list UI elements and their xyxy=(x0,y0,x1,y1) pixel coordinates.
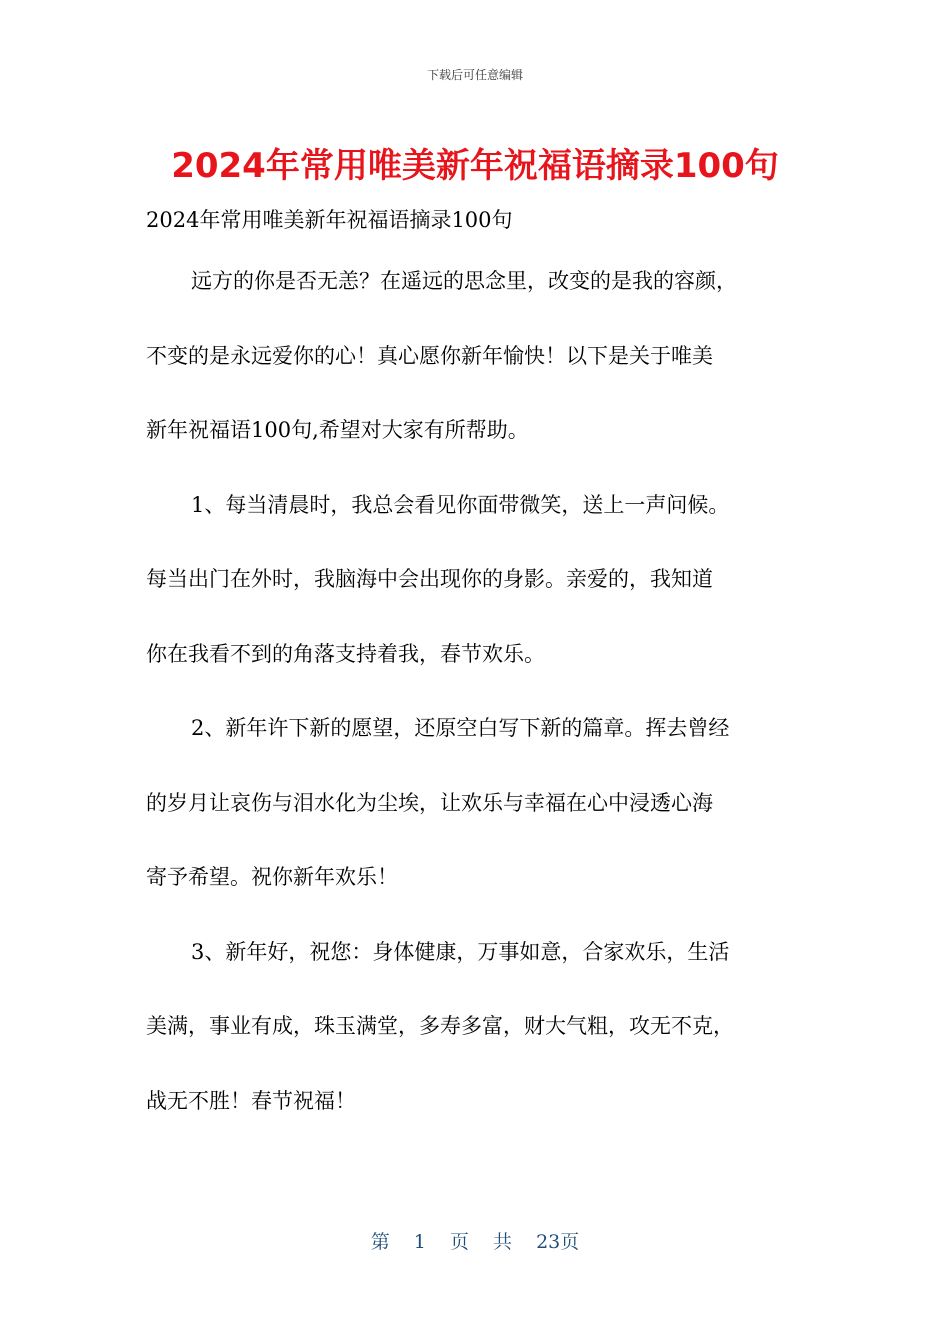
header-note: 下载后可任意编辑 xyxy=(426,68,523,82)
paragraph-line: 3、新年好，祝您：身体健康，万事如意，合家欢乐，生活 xyxy=(191,939,730,964)
paragraph-line: 美满，事业有成，珠玉满堂，多寿多富，财大气粗，攻无不克， xyxy=(146,1014,734,1038)
document-body xyxy=(146,196,806,1138)
footer-total-prefix: 共 xyxy=(493,1231,513,1253)
footer-prefix: 第 xyxy=(370,1231,390,1253)
footer-page-label: 页 xyxy=(449,1231,469,1253)
document-subtitle: 2024年常用唯美新年祝福语摘录100句 xyxy=(146,208,513,232)
document-title: 2024年常用唯美新年祝福语摘录100句 xyxy=(171,146,779,186)
paragraph-line: 新年祝福语100句,希望对大家有所帮助。 xyxy=(146,418,529,442)
paragraph-line: 2、新年许下新的愿望，还原空白写下新的篇章。挥去曾经 xyxy=(191,716,730,740)
paragraph-line: 1、每当清晨时，我总会看见你面带微笑，送上一声问候。 xyxy=(191,492,730,517)
paragraph-line: 寄予希望。祝你新年欢乐！ xyxy=(146,865,398,889)
paragraph-line: 你在我看不到的角落支持着我，春节欢乐。 xyxy=(146,641,545,666)
footer-page-number: 1 xyxy=(413,1231,426,1253)
paragraph-line: 每当出门在外时，我脑海中会出现你的身影。亲爱的，我知道 xyxy=(146,567,713,591)
paragraph-line: 不变的是永远爱你的心！真心愿你新年愉快！以下是关于唯美 xyxy=(146,343,713,368)
paragraph-line: 战无不胜！春节祝福！ xyxy=(146,1088,356,1113)
page-footer xyxy=(0,1227,950,1254)
footer-total-pages: 23页 xyxy=(536,1231,580,1253)
paragraph-line: 的岁月让哀伤与泪水化为尘埃，让欢乐与幸福在心中浸透心海 xyxy=(146,790,713,815)
paragraph-line: 远方的你是否无恙？在遥远的思念里，改变的是我的容颜， xyxy=(191,269,737,293)
